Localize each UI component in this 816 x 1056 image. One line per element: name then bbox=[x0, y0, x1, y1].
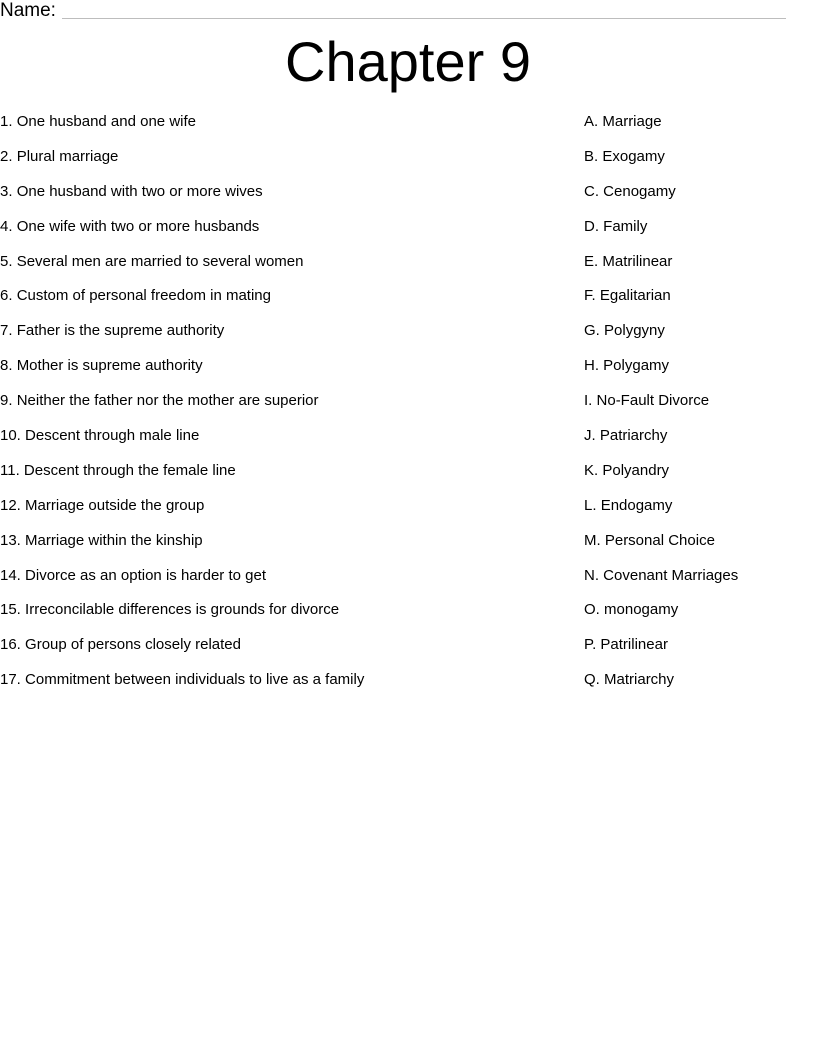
question-text: Plural marriage bbox=[16, 147, 119, 165]
answer-list bbox=[584, 110, 809, 703]
question-number: 15. bbox=[0, 601, 21, 619]
answer-item bbox=[584, 598, 809, 633]
question-item bbox=[0, 215, 560, 250]
question-number: 4. bbox=[0, 217, 13, 235]
question-number: 6. bbox=[0, 287, 13, 305]
question-item bbox=[0, 110, 560, 145]
question-text: Irreconcilable differences is grounds for divorce bbox=[25, 601, 340, 619]
answer-letter: H. bbox=[584, 357, 599, 375]
question-text: Descent through the female line bbox=[23, 461, 236, 479]
question-number: 1. bbox=[0, 113, 13, 130]
question-text: One husband with two or more wives bbox=[16, 182, 263, 200]
question-item bbox=[0, 668, 560, 703]
question-text: Descent through male line bbox=[25, 427, 200, 445]
answer-item bbox=[584, 459, 809, 494]
name-label: Name: bbox=[0, 0, 56, 21]
answer-text: Egalitarian bbox=[599, 287, 671, 305]
page-title: Chapter 9 bbox=[285, 30, 531, 93]
question-item bbox=[0, 564, 560, 599]
answer-letter: K. bbox=[584, 461, 599, 479]
answer-text: Patrilinear bbox=[600, 636, 668, 654]
question-number: 10. bbox=[0, 427, 21, 445]
question-item bbox=[0, 424, 560, 459]
question-number: 5. bbox=[0, 252, 13, 270]
answer-item bbox=[584, 354, 809, 389]
question-text: Several men are married to several women bbox=[16, 252, 304, 270]
answer-item bbox=[584, 633, 809, 668]
answer-item bbox=[584, 110, 809, 145]
answer-text: Personal Choice bbox=[604, 531, 715, 549]
question-number: 3. bbox=[0, 182, 13, 200]
question-number: 11. bbox=[0, 461, 20, 479]
answer-text: Covenant Marriages bbox=[603, 566, 739, 584]
question-text: Custom of personal freedom in mating bbox=[16, 287, 271, 305]
question-number: 14. bbox=[0, 566, 21, 584]
answer-letter: M. bbox=[584, 531, 601, 549]
question-item bbox=[0, 633, 560, 668]
question-text: Marriage within the kinship bbox=[25, 531, 203, 549]
answer-letter: A. bbox=[584, 113, 599, 130]
answer-item bbox=[584, 215, 809, 250]
question-number: 16. bbox=[0, 636, 21, 654]
answer-letter: Q. bbox=[584, 671, 600, 689]
answer-item bbox=[584, 180, 809, 215]
answer-letter: P. bbox=[584, 636, 597, 654]
answer-text: monogamy bbox=[604, 601, 679, 619]
question-item bbox=[0, 250, 560, 285]
answer-item bbox=[584, 145, 809, 180]
question-text: Father is the supreme authority bbox=[16, 322, 225, 340]
question-text: Mother is supreme authority bbox=[16, 357, 203, 375]
answer-letter: O. bbox=[584, 601, 600, 619]
question-item bbox=[0, 180, 560, 215]
name-row bbox=[0, 0, 786, 22]
answer-letter: I. bbox=[584, 392, 593, 410]
question-text: Commitment between individuals to live as a family bbox=[25, 671, 365, 689]
question-text: One husband and one wife bbox=[16, 113, 196, 130]
question-item bbox=[0, 598, 560, 633]
question-number: 2. bbox=[0, 147, 13, 165]
answer-item bbox=[584, 564, 809, 599]
question-item bbox=[0, 284, 560, 319]
answer-letter: F. bbox=[584, 287, 596, 305]
answer-item bbox=[584, 284, 809, 319]
answer-letter: D. bbox=[584, 217, 599, 235]
question-item bbox=[0, 319, 560, 354]
question-item bbox=[0, 389, 560, 424]
answer-letter: B. bbox=[584, 147, 599, 165]
answer-letter: L. bbox=[584, 496, 597, 514]
question-text: Group of persons closely related bbox=[25, 636, 241, 654]
name-input-line[interactable] bbox=[62, 17, 786, 19]
answer-item bbox=[584, 668, 809, 703]
question-number: 12. bbox=[0, 496, 21, 514]
question-text: Neither the father nor the mother are superior bbox=[16, 392, 319, 410]
answer-letter: C. bbox=[584, 182, 599, 200]
question-item bbox=[0, 354, 560, 389]
answer-text: Endogamy bbox=[600, 496, 673, 514]
answer-text: Matrilinear bbox=[602, 252, 673, 270]
answer-text: Polygyny bbox=[604, 322, 665, 340]
answer-text: Patriarchy bbox=[599, 427, 668, 445]
answer-text: Matriarchy bbox=[604, 671, 675, 689]
question-number: 9. bbox=[0, 392, 13, 410]
question-number: 7. bbox=[0, 322, 13, 340]
answer-item bbox=[584, 319, 809, 354]
answer-item bbox=[584, 424, 809, 459]
answer-text: Polyandry bbox=[602, 461, 670, 479]
question-item bbox=[0, 459, 560, 494]
question-number: 8. bbox=[0, 357, 13, 375]
question-item bbox=[0, 145, 560, 180]
question-item bbox=[0, 529, 560, 564]
answer-item bbox=[584, 529, 809, 564]
answer-letter: N. bbox=[584, 566, 599, 584]
answer-text: Marriage bbox=[602, 113, 662, 130]
question-number: 17. bbox=[0, 671, 21, 689]
question-text: One wife with two or more husbands bbox=[16, 217, 260, 235]
answer-text: Cenogamy bbox=[603, 182, 676, 200]
question-number: 13. bbox=[0, 531, 21, 549]
question-text: Marriage outside the group bbox=[25, 496, 205, 514]
answer-item bbox=[584, 389, 809, 424]
answer-letter: G. bbox=[584, 322, 600, 340]
answer-item bbox=[584, 494, 809, 529]
answer-letter: E. bbox=[584, 252, 599, 270]
answer-text: Exogamy bbox=[602, 147, 665, 165]
answer-letter: J. bbox=[584, 427, 596, 445]
question-item bbox=[0, 494, 560, 529]
answer-text: Polygamy bbox=[603, 357, 670, 375]
answer-text: Family bbox=[603, 217, 648, 235]
question-list bbox=[0, 110, 560, 703]
question-text: Divorce as an option is harder to get bbox=[25, 566, 266, 584]
answer-text: No-Fault Divorce bbox=[596, 392, 710, 410]
answer-item bbox=[584, 250, 809, 285]
